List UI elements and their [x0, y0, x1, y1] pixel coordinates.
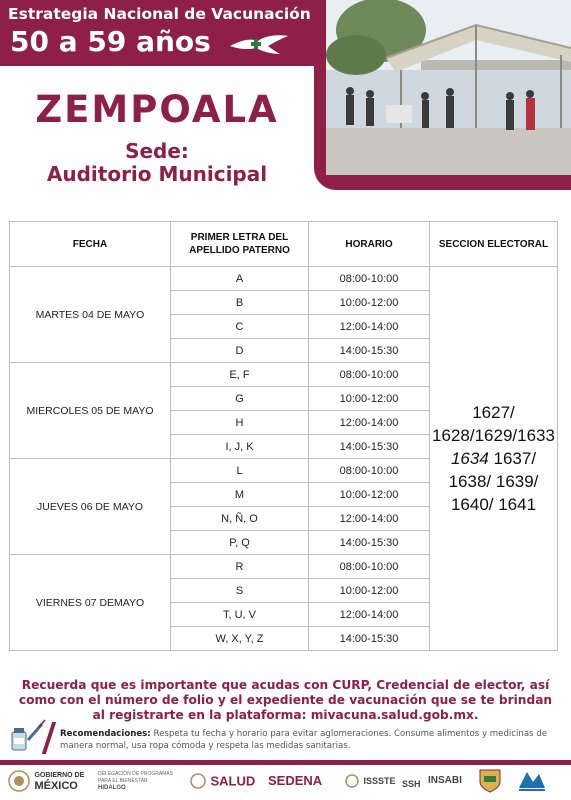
delegacion-text: DELEGACIÓN DE PROGRAMAS PARA EL BIENESTAR	[98, 771, 174, 784]
letter-cell: G	[171, 387, 309, 411]
sede-label: Sede:	[125, 139, 189, 163]
gobierno-line1: GOBIERNO DE	[34, 772, 85, 779]
letter-cell: W, X, Y, Z	[171, 627, 309, 651]
letter-cell: H	[171, 411, 309, 435]
time-cell: 12:00-14:00	[309, 507, 430, 531]
time-cell: 14:00-15:30	[309, 435, 430, 459]
letter-cell: C	[171, 315, 309, 339]
letter-cell: D	[171, 339, 309, 363]
sedena-text: SEDENA	[268, 773, 323, 788]
table-header-row	[10, 222, 558, 267]
age-range-title: 50 a 59 años	[10, 25, 211, 58]
gobierno-line2: MÉXICO	[34, 780, 78, 792]
salud-emblem-icon	[190, 773, 206, 789]
column-header-seccion: SECCION ELECTORAL	[430, 222, 558, 267]
vaccine-bird-icon	[228, 32, 290, 56]
letter-cell: L	[171, 459, 309, 483]
section-line: 1640/ 1641	[450, 495, 537, 514]
gobierno-mexico-logo	[8, 770, 84, 792]
recommendations	[60, 728, 565, 752]
time-cell: 10:00-12:00	[309, 579, 430, 603]
time-cell: 14:00-15:30	[309, 627, 430, 651]
column-header-letra: PRIMER LETRA DEL APELLIDO PATERNO	[171, 222, 309, 267]
section-line: 1638/ 1639/	[448, 472, 539, 491]
coat-of-arms-icon	[8, 770, 30, 792]
time-cell: 12:00-14:00	[309, 411, 430, 435]
letter-cell: S	[171, 579, 309, 603]
column-header-fecha: FECHA	[10, 222, 171, 267]
health-services-icon	[515, 768, 549, 794]
time-cell: 08:00-10:00	[309, 267, 430, 291]
time-cell: 10:00-12:00	[309, 387, 430, 411]
footer-logos	[0, 765, 571, 800]
issste-logo	[345, 772, 395, 790]
time-cell: 14:00-15:30	[309, 339, 430, 363]
letter-cell: A	[171, 267, 309, 291]
sedena-logo	[268, 772, 322, 790]
time-cell: 12:00-14:00	[309, 603, 430, 627]
campaign-title: Estrategia Nacional de Vacunación	[8, 5, 311, 23]
day-cell: VIERNES 07 DEMAYO	[10, 555, 171, 651]
time-cell: 10:00-12:00	[309, 291, 430, 315]
day-cell: MARTES 04 DE MAYO	[10, 267, 171, 363]
time-cell: 08:00-10:00	[309, 363, 430, 387]
column-header-horario: HORARIO	[309, 222, 430, 267]
sede-info	[0, 140, 314, 186]
insabi-text: INSABI	[428, 775, 462, 786]
salud-logo	[190, 772, 255, 790]
time-cell: 12:00-14:00	[309, 315, 430, 339]
issste-emblem-icon	[345, 774, 359, 788]
electoral-section-cell	[430, 267, 558, 651]
letter-cell: M	[171, 483, 309, 507]
insabi-logo	[428, 770, 462, 788]
letter-cell: N, Ñ, O	[171, 507, 309, 531]
section-line: 1627/	[472, 403, 515, 422]
section-line: 1628/1629/1633	[432, 426, 555, 445]
day-cell: JUEVES 06 DE MAYO	[10, 459, 171, 555]
letter-cell: I, J, K	[171, 435, 309, 459]
servicios-salud-logo	[515, 768, 549, 799]
vaccination-site-photo	[314, 0, 571, 190]
letter-cell: T, U, V	[171, 603, 309, 627]
table-row	[10, 267, 558, 291]
time-cell: 10:00-12:00	[309, 483, 430, 507]
issste-text: ISSSTE	[363, 775, 396, 786]
salud-text: SALUD	[210, 773, 256, 789]
section-line: 1634	[450, 449, 489, 468]
reminder-text: Recuerda que es importante que acudas con CURP, Credencial de elector, así como con el número de folio y el expediente de vacunación que se te brindan al registrarte en la plataforma: mivacuna.salud.gob.mx.	[18, 678, 553, 722]
hidalgo-shield-logo	[478, 768, 502, 799]
ssh-logo	[402, 774, 421, 792]
time-cell: 14:00-15:30	[309, 531, 430, 555]
municipality-name: ZEMPOALA	[35, 88, 279, 131]
recommendations-label: Recomendaciones:	[60, 729, 151, 739]
letter-cell: R	[171, 555, 309, 579]
sede-name: Auditorio Municipal	[46, 162, 268, 186]
letter-cell: B	[171, 291, 309, 315]
letter-cell: P, Q	[171, 531, 309, 555]
hidalgo-text: HIDALGO	[98, 785, 126, 791]
recommendations-text: Respeta tu fecha y horario para evitar aglomeraciones. Consume alimentos y medicinas de manera normal, usa ropa cómoda y respeta las medidas sanitarias.	[60, 729, 548, 751]
delegacion-logo	[98, 771, 180, 792]
time-cell: 08:00-10:00	[309, 459, 430, 483]
shield-icon	[478, 768, 502, 794]
time-cell: 08:00-10:00	[309, 555, 430, 579]
section-line: 1637/	[488, 449, 537, 468]
vaccine-syringe-icon	[8, 718, 46, 752]
ssh-text: SSH	[402, 779, 421, 789]
schedule-table	[9, 221, 558, 651]
title-banner	[0, 0, 350, 66]
letter-cell: E, F	[171, 363, 309, 387]
day-cell: MIERCOLES 05 DE MAYO	[10, 363, 171, 459]
